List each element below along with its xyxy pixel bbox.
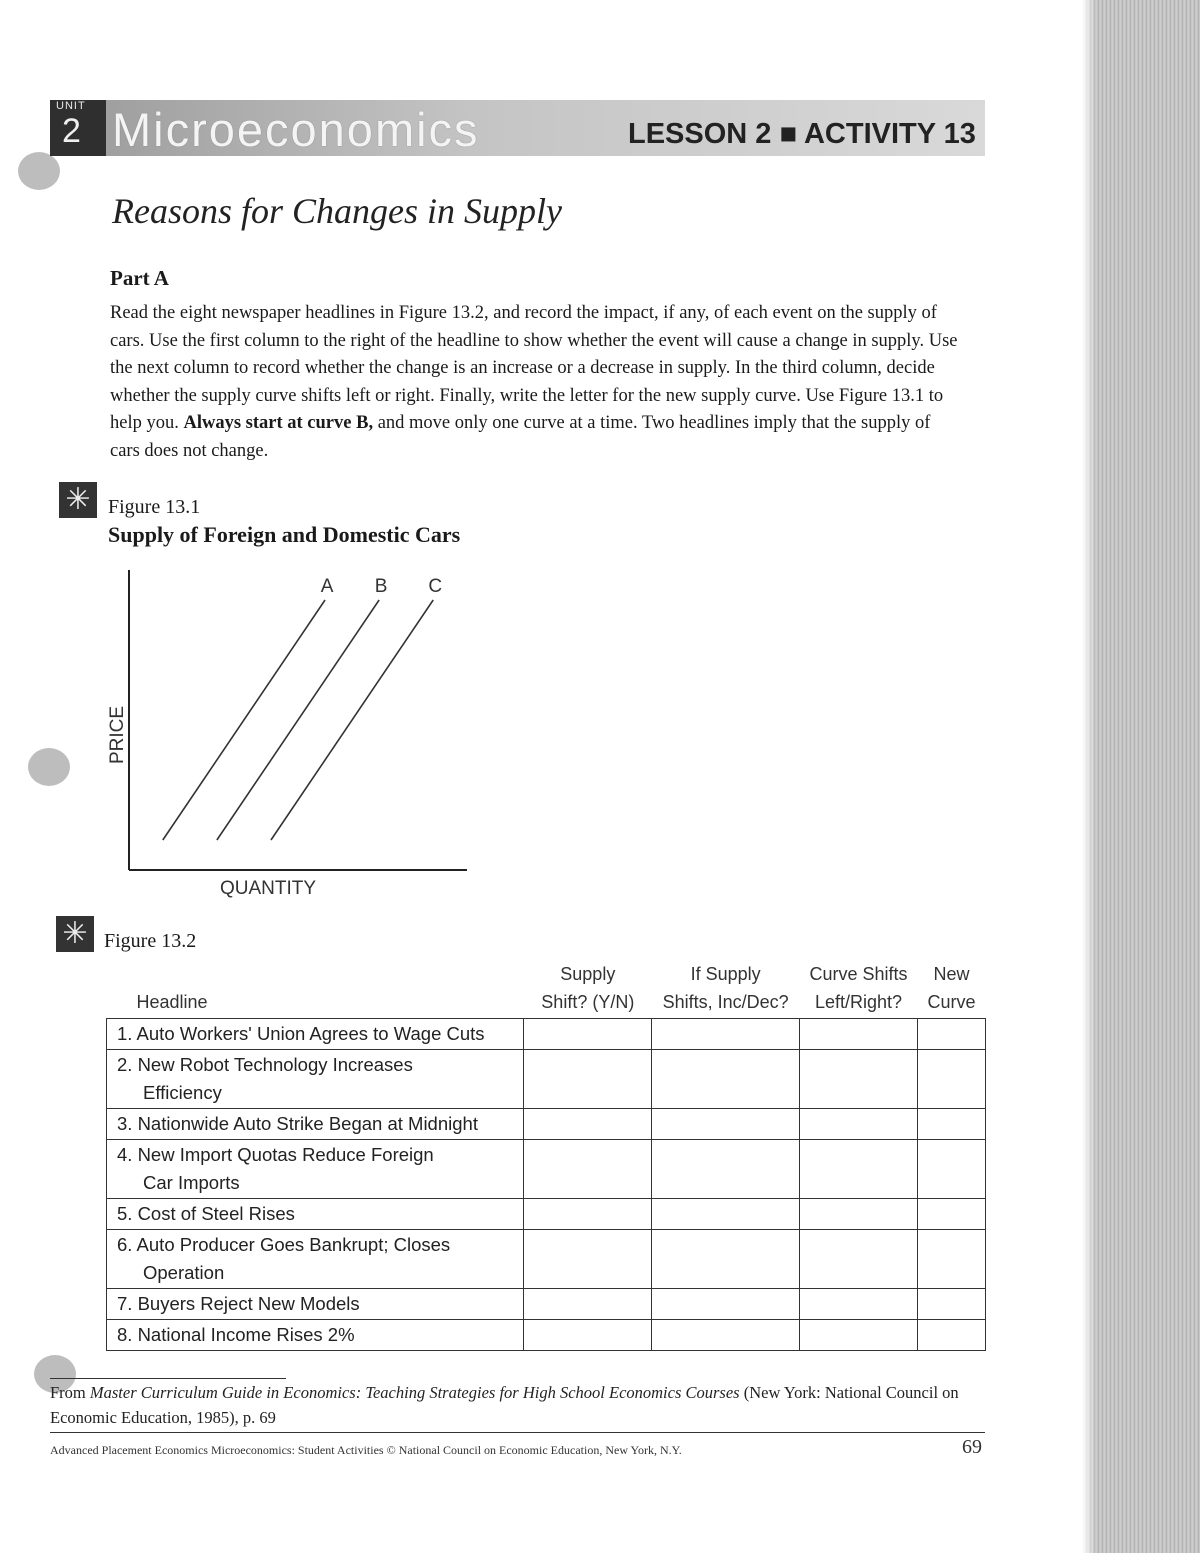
answer-cell-new-curve[interactable] — [918, 1109, 986, 1140]
curve-label-a: A — [320, 576, 334, 597]
curve-label-b: B — [374, 576, 388, 597]
curve-label-c: C — [428, 576, 443, 597]
answer-cell-new-curve[interactable] — [918, 1230, 986, 1289]
headline-cell — [107, 1019, 524, 1050]
table-row — [107, 1320, 986, 1351]
headline-text-continued: Efficiency — [143, 1082, 222, 1103]
instructions-text-1: Read the eight newspaper headlines in Figure 13.2, and record the impact, if any, of each event on the supply of cars. Use the first column to the right of the headline to show whether the event will cause a change in supply. Use the next column to record whether the change is an increase or a decrease in supply. In the third column, decide whether the supply curve shifts left or right. Finally, write the letter for the new supply curve. Use Figure 13.1 to help you. — [110, 303, 958, 434]
answer-cell-inc-dec[interactable] — [652, 1230, 800, 1289]
headline-cell — [107, 1050, 524, 1109]
headline-cell — [107, 1109, 524, 1140]
answer-cell-supply-shift[interactable] — [524, 1320, 652, 1351]
source-prefix: From — [50, 1383, 90, 1402]
source-book-title: Master Curriculum Guide in Economics: Teaching Strategies for High School Economics Courses — [89, 1383, 740, 1402]
answer-cell-new-curve[interactable] — [918, 1140, 986, 1199]
answer-cell-left-right[interactable] — [800, 1199, 918, 1230]
answer-cell-left-right[interactable] — [800, 1019, 918, 1050]
answer-cell-left-right[interactable] — [800, 1109, 918, 1140]
table-row — [107, 1019, 986, 1050]
answer-cell-left-right[interactable] — [800, 1140, 918, 1199]
punch-hole-middle — [28, 748, 70, 786]
x-axis-label: QUANTITY — [219, 878, 317, 899]
source-citation — [50, 1380, 985, 1430]
headline-cell — [107, 1140, 524, 1199]
table-row — [107, 1199, 986, 1230]
figure-1-subtitle: Supply of Foreign and Domestic Cars — [108, 522, 461, 547]
supply-curve-b — [217, 600, 379, 840]
supply-curve-a — [163, 600, 325, 840]
answer-cell-new-curve[interactable] — [918, 1019, 986, 1050]
table-row — [107, 1140, 986, 1199]
footer-rule — [50, 1432, 985, 1433]
instructions-text-2: and move only one curve at a time. Two headlines imply that the supply of cars does not change. — [110, 413, 931, 461]
column-header-headline: Headline — [136, 992, 208, 1012]
answer-cell-supply-shift[interactable] — [524, 1140, 652, 1199]
table-row — [107, 1230, 986, 1289]
answer-cell-supply-shift[interactable] — [524, 1019, 652, 1050]
answer-cell-supply-shift[interactable] — [524, 1109, 652, 1140]
page-title: Reasons for Changes in Supply — [112, 191, 562, 231]
answer-cell-supply-shift[interactable] — [524, 1050, 652, 1109]
supply-curve-c — [271, 600, 433, 840]
answer-cell-inc-dec[interactable] — [652, 1140, 800, 1199]
source-suffix: (New York: National Council on Economic Education, 1985), p. 69 — [50, 1383, 959, 1427]
headline-table — [106, 960, 986, 1351]
answer-cell-inc-dec[interactable] — [652, 1199, 800, 1230]
answer-cell-inc-dec[interactable] — [652, 1289, 800, 1320]
headline-cell — [107, 1230, 524, 1289]
headline-text: 5. Cost of Steel Rises — [117, 1203, 295, 1224]
column-header-left-right: Curve Shifts Left/Right? — [809, 964, 908, 1012]
answer-cell-supply-shift[interactable] — [524, 1289, 652, 1320]
headline-text: 6. Auto Producer Goes Bankrupt; Closes — [117, 1234, 451, 1255]
unit-word: UNIT — [56, 100, 86, 112]
headline-text: 8. National Income Rises 2% — [117, 1324, 355, 1345]
answer-cell-supply-shift[interactable] — [524, 1230, 652, 1289]
answer-cell-left-right[interactable] — [800, 1289, 918, 1320]
answer-cell-supply-shift[interactable] — [524, 1199, 652, 1230]
answer-cell-left-right[interactable] — [800, 1050, 918, 1109]
unit-number: 2 — [62, 112, 81, 150]
supply-chart — [100, 560, 480, 900]
headline-table-wrap — [106, 960, 986, 1351]
column-header-supply-shift: Supply Shift? (Y/N) — [541, 964, 635, 1012]
answer-cell-inc-dec[interactable] — [652, 1050, 800, 1109]
answer-cell-new-curve[interactable] — [918, 1050, 986, 1109]
headline-cell — [107, 1199, 524, 1230]
column-header-new-curve: New Curve — [927, 964, 976, 1012]
y-axis-label: PRICE — [107, 705, 128, 765]
answer-cell-new-curve[interactable] — [918, 1320, 986, 1351]
table-row — [107, 1289, 986, 1320]
column-header-inc-dec: If Supply Shifts, Inc/Dec? — [662, 964, 789, 1012]
headline-cell — [107, 1289, 524, 1320]
asterisk-icon: ✳ — [59, 482, 97, 518]
answer-cell-new-curve[interactable] — [918, 1289, 986, 1320]
answer-cell-new-curve[interactable] — [918, 1199, 986, 1230]
headline-text: 2. New Robot Technology Increases — [117, 1054, 413, 1075]
source-divider — [50, 1378, 286, 1379]
footer-copyright: Advanced Placement Economics Microeconomics: Student Activities © National Council on Economic Education, New York, N.Y. — [50, 1443, 682, 1457]
asterisk-icon: ✳ — [56, 916, 94, 952]
answer-cell-inc-dec[interactable] — [652, 1109, 800, 1140]
book-page-edge — [1082, 0, 1200, 1553]
answer-cell-left-right[interactable] — [800, 1320, 918, 1351]
answer-cell-inc-dec[interactable] — [652, 1320, 800, 1351]
headline-cell — [107, 1320, 524, 1351]
banner-title: Microeconomics — [112, 103, 480, 156]
page-number: 69 — [962, 1436, 982, 1458]
table-row — [107, 1050, 986, 1109]
answer-cell-inc-dec[interactable] — [652, 1019, 800, 1050]
part-heading: Part A — [110, 266, 169, 290]
headline-text: 1. Auto Workers' Union Agrees to Wage Cuts — [117, 1023, 485, 1044]
figure-1-label: Figure 13.1 — [108, 496, 201, 518]
punch-hole-top — [18, 152, 60, 190]
answer-cell-left-right[interactable] — [800, 1230, 918, 1289]
instructions-paragraph — [110, 300, 960, 466]
headline-text-continued: Car Imports — [143, 1172, 240, 1193]
table-header-row — [107, 960, 986, 1019]
headline-text: 7. Buyers Reject New Models — [117, 1293, 360, 1314]
page-edge-shade — [1082, 0, 1096, 1553]
lesson-activity-label: LESSON 2 ■ ACTIVITY 13 — [628, 118, 976, 150]
instructions-bold: Always start at curve B, — [183, 413, 374, 434]
table-row — [107, 1109, 986, 1140]
figure-2-label: Figure 13.2 — [104, 930, 197, 952]
headline-text: 4. New Import Quotas Reduce Foreign — [117, 1144, 434, 1165]
headline-text: 3. Nationwide Auto Strike Began at Midnight — [117, 1113, 478, 1134]
headline-text-continued: Operation — [143, 1262, 225, 1283]
